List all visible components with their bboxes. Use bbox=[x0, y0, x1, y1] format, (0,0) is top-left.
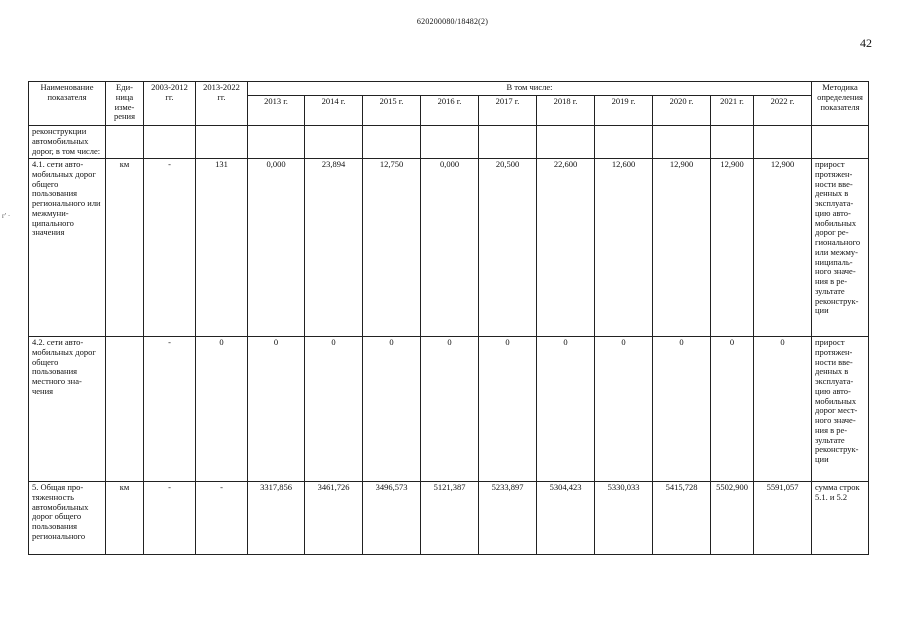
row-year-value: 0 bbox=[754, 337, 812, 482]
row-year-value: 22,600 bbox=[537, 159, 595, 337]
margin-mark: г' · bbox=[2, 212, 11, 220]
row-year-value: 0 bbox=[305, 337, 363, 482]
row-year-value: 0 bbox=[363, 337, 421, 482]
row-year-value bbox=[363, 126, 421, 159]
page-number: 42 bbox=[860, 36, 872, 50]
header-year: 2019 г. bbox=[595, 96, 653, 126]
row-year-value: 20,500 bbox=[479, 159, 537, 337]
header-name: Наименование показателя bbox=[29, 82, 106, 126]
header-year: 2017 г. bbox=[479, 96, 537, 126]
row-period-2003-2012: - bbox=[144, 159, 196, 337]
header-year: 2013 г. bbox=[248, 96, 305, 126]
row-year-value: 5121,387 bbox=[421, 482, 479, 555]
header-method: Методика определения показателя bbox=[812, 82, 869, 126]
row-name: 4.1. сети авто-мобильных дорог общего пользования регионального или межмуни-ципального значения bbox=[29, 159, 106, 337]
row-year-value: 0 bbox=[595, 337, 653, 482]
row-name: реконструкции автомобильных дорог, в том числе: bbox=[29, 126, 106, 159]
row-year-value bbox=[479, 126, 537, 159]
row-year-value: 5502,900 bbox=[711, 482, 754, 555]
row-year-value: 3317,856 bbox=[248, 482, 305, 555]
row-year-value: 3496,573 bbox=[363, 482, 421, 555]
table-row bbox=[29, 126, 869, 159]
row-method: прирост протяжен-ности вве-денных в эксплуата-цию авто-мобильных дорог мест-ного значе-ния в ре-зультате реконструк-ции bbox=[812, 337, 869, 482]
row-year-value bbox=[595, 126, 653, 159]
row-unit bbox=[106, 337, 144, 482]
header-period-2003-2012: 2003-2012 гг. bbox=[144, 82, 196, 126]
row-year-value: 5233,897 bbox=[479, 482, 537, 555]
table-row bbox=[29, 159, 869, 337]
row-year-value: 5304,423 bbox=[537, 482, 595, 555]
row-year-value: 0,000 bbox=[421, 159, 479, 337]
row-period-2013-2022: 131 bbox=[196, 159, 248, 337]
header-unit: Еди-ница изме-рения bbox=[106, 82, 144, 126]
header-year: 2020 г. bbox=[653, 96, 711, 126]
row-year-value: 12,900 bbox=[653, 159, 711, 337]
row-year-value: 5415,728 bbox=[653, 482, 711, 555]
row-method: прирост протяжен-ности вве-денных в эксплуата-цию авто-мобильных дорог ре-гионального или межму-ниципаль-ного значе-ния в ре-зультате реконструк-ции bbox=[812, 159, 869, 337]
row-year-value bbox=[421, 126, 479, 159]
row-period-2013-2022 bbox=[196, 126, 248, 159]
row-year-value: 0 bbox=[653, 337, 711, 482]
row-period-2003-2012: - bbox=[144, 337, 196, 482]
indicator-table bbox=[28, 81, 869, 555]
row-year-value: 12,900 bbox=[754, 159, 812, 337]
header-year: 2018 г. bbox=[537, 96, 595, 126]
row-method bbox=[812, 126, 869, 159]
header-group-including: В том числе: bbox=[248, 82, 812, 96]
row-year-value bbox=[653, 126, 711, 159]
table-row bbox=[29, 337, 869, 482]
row-year-value: 0 bbox=[479, 337, 537, 482]
row-year-value: 12,900 bbox=[711, 159, 754, 337]
row-method: сумма строк 5.1. и 5.2 bbox=[812, 482, 869, 555]
row-unit: км bbox=[106, 482, 144, 555]
row-name: 5. Общая про-тяженность автомобильных дорог общего пользования регионального bbox=[29, 482, 106, 555]
row-year-value bbox=[305, 126, 363, 159]
row-period-2013-2022: 0 bbox=[196, 337, 248, 482]
row-year-value: 23,894 bbox=[305, 159, 363, 337]
row-year-value: 0 bbox=[248, 337, 305, 482]
row-year-value: 5591,057 bbox=[754, 482, 812, 555]
row-name: 4.2. сети авто-мобильных дорог общего пользования местного зна-чения bbox=[29, 337, 106, 482]
document-id: 620200080/18482(2) bbox=[416, 17, 489, 26]
row-year-value: 0 bbox=[711, 337, 754, 482]
header-year: 2022 г. bbox=[754, 96, 812, 126]
row-unit bbox=[106, 126, 144, 159]
header-period-2013-2022: 2013-2022 гг. bbox=[196, 82, 248, 126]
row-year-value: 3461,726 bbox=[305, 482, 363, 555]
row-year-value bbox=[711, 126, 754, 159]
row-period-2013-2022: - bbox=[196, 482, 248, 555]
row-year-value: 12,600 bbox=[595, 159, 653, 337]
row-unit: км bbox=[106, 159, 144, 337]
header-year: 2015 г. bbox=[363, 96, 421, 126]
row-period-2003-2012: - bbox=[144, 482, 196, 555]
table-row bbox=[29, 482, 869, 555]
header-year: 2016 г. bbox=[421, 96, 479, 126]
row-year-value bbox=[248, 126, 305, 159]
row-year-value: 0 bbox=[537, 337, 595, 482]
row-year-value: 5330,033 bbox=[595, 482, 653, 555]
row-period-2003-2012 bbox=[144, 126, 196, 159]
row-year-value: 0,000 bbox=[248, 159, 305, 337]
header-year: 2021 г. bbox=[711, 96, 754, 126]
row-year-value: 12,750 bbox=[363, 159, 421, 337]
row-year-value bbox=[754, 126, 812, 159]
row-year-value: 0 bbox=[421, 337, 479, 482]
row-year-value bbox=[537, 126, 595, 159]
header-year: 2014 г. bbox=[305, 96, 363, 126]
